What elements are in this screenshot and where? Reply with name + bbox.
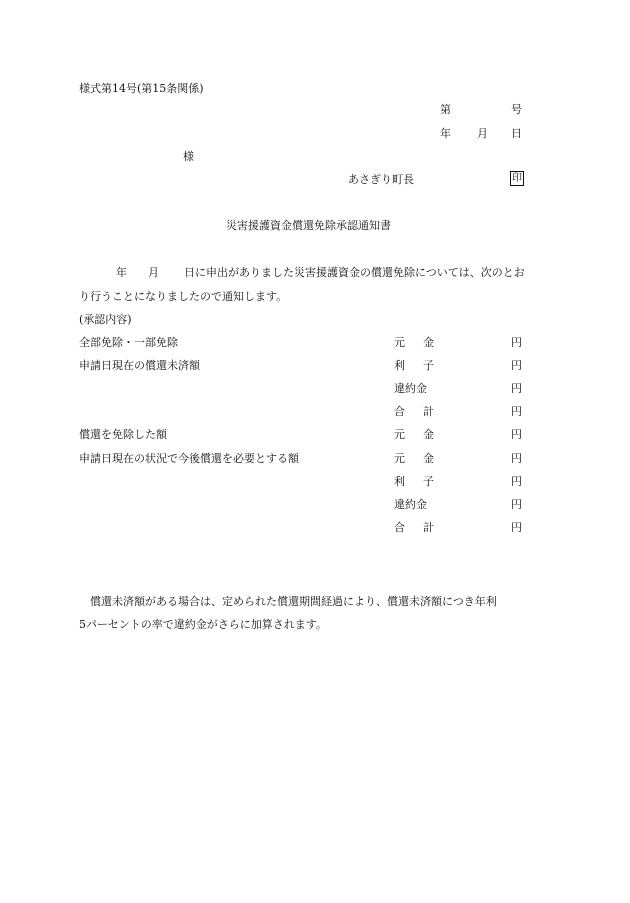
row-item-text: 違約金 [394, 382, 427, 395]
row-item [394, 360, 434, 371]
row-unit: 円 [511, 382, 522, 395]
issuer-name: あさぎり町長 [348, 173, 414, 186]
row-label: 申請日現在の状況で今後償還を必要とする額 [79, 452, 299, 465]
number-suffix: 号 [511, 103, 522, 116]
row-item [394, 476, 434, 487]
row-item-char: 計 [423, 405, 434, 418]
addressee-suffix: 様 [183, 150, 194, 163]
row-item-char: 金 [423, 452, 434, 465]
row-item [394, 337, 434, 348]
row-item-text: 違約金 [394, 498, 427, 511]
row-item [394, 406, 434, 417]
body-line-1: 日に申出がありました災害援護資金の償還免除については、次のとお [184, 266, 525, 279]
row-item [394, 522, 434, 533]
date-day: 日 [511, 127, 522, 140]
row-item-char: 子 [423, 359, 434, 372]
row-unit: 円 [511, 336, 522, 349]
row-label: 償還を免除した額 [79, 428, 167, 441]
row-item [394, 453, 434, 464]
row-item [394, 383, 434, 394]
row-item-char: 元 [394, 428, 405, 441]
row-unit: 円 [511, 475, 522, 488]
row-item-char: 元 [394, 336, 405, 349]
row-unit: 円 [511, 359, 522, 372]
row-unit: 円 [511, 452, 522, 465]
row-unit: 円 [511, 405, 522, 418]
body-month: 月 [148, 266, 159, 279]
row-item-char: 利 [394, 475, 405, 488]
row-unit: 円 [511, 521, 522, 534]
row-unit: 円 [511, 498, 522, 511]
date-year: 年 [440, 127, 451, 140]
body-year: 年 [116, 266, 127, 279]
seal-mark: 印 [512, 173, 522, 184]
note-line-1: 償還未済額がある場合は、定められた償還期間経過により、償還未済額につき年利 [90, 595, 497, 608]
document-title: 災害援護資金償還免除承認通知書 [226, 219, 391, 232]
row-item [394, 499, 434, 510]
row-item-char: 金 [423, 336, 434, 349]
row-item-char: 子 [423, 475, 434, 488]
note-line-2: 5パーセントの率で違約金がさらに加算されます。 [79, 618, 327, 631]
row-item-char: 金 [423, 428, 434, 441]
row-label: 全部免除・一部免除 [79, 336, 178, 349]
row-item-char: 計 [423, 521, 434, 534]
date-month: 月 [477, 127, 488, 140]
row-unit: 円 [511, 428, 522, 441]
row-item [394, 429, 434, 440]
section-label: (承認内容) [79, 313, 132, 326]
row-item-char: 元 [394, 452, 405, 465]
body-line-2: り行うことになりましたので通知します。 [79, 290, 288, 303]
row-label: 申請日現在の償還未済額 [79, 359, 200, 372]
row-item-char: 利 [394, 359, 405, 372]
number-prefix: 第 [440, 103, 451, 116]
row-item-char: 合 [394, 405, 405, 418]
row-item-char: 合 [394, 521, 405, 534]
form-number: 様式第14号(第15条関係) [79, 82, 204, 95]
